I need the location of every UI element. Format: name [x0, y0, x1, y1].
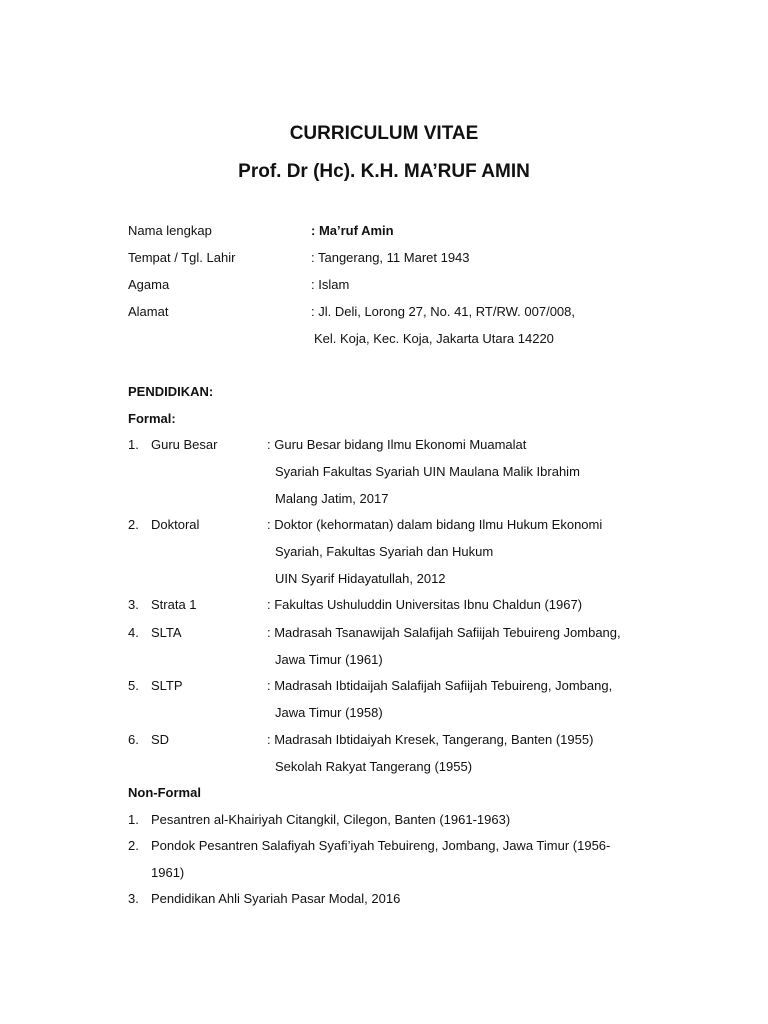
item-number: 4. [128, 625, 139, 640]
identity-label: Alamat [128, 304, 169, 319]
item-detail: Sekolah Rakyat Tangerang (1955) [275, 759, 473, 774]
item-level: Doktoral [151, 517, 200, 532]
person-name: Prof. Dr (Hc). K.H. MA’RUF AMIN [238, 161, 530, 182]
item-number: 2. [128, 838, 139, 853]
item-level: SLTP [151, 678, 183, 693]
item-detail: Pesantren al-Khairiyah Citangkil, Cilegon, Banten (1961-1963) [151, 812, 511, 827]
item-number: 3. [128, 597, 139, 612]
item-detail: : Guru Besar bidang Ilmu Ekonomi Muamalat [267, 437, 527, 452]
item-detail: : Madrasah Ibtidaiyah Kresek, Tangerang, Banten (1955) [267, 732, 594, 747]
item-detail: Pendidikan Ahli Syariah Pasar Modal, 2016 [151, 891, 401, 906]
item-detail: : Madrasah Ibtidaijah Salafijah Safiijah Tebuireng, Jombang, [267, 678, 613, 693]
item-level: Guru Besar [151, 437, 218, 452]
item-detail: 1961) [151, 865, 185, 880]
item-detail: Jawa Timur (1958) [275, 705, 383, 720]
item-number: 6. [128, 732, 139, 747]
item-number: 2. [128, 517, 139, 532]
item-detail: : Madrasah Tsanawijah Salafijah Safiijah Tebuireng Jombang, [267, 625, 621, 640]
identity-value: : Jl. Deli, Lorong 27, No. 41, RT/RW. 007/008, [311, 304, 575, 319]
document-page: CURRICULUM VITAE Prof. Dr (Hc). K.H. MA’RUF AMIN Nama lengkap : Ma’ruf Amin Tempat / Tgl. Lahir : Tangerang, 11 Maret 1943 Agama : Islam Alamat : Jl. Deli, Lorong 27, No. 41, RT/RW. 007/008, Kel. Koja, Kec. Koja, Jakarta Utara 14220 PENDIDIKAN: Formal: 1. Guru Besar : Guru Besar bidang Ilmu Ekonomi Muamalat Syariah Fakultas Syariah UIN Maulana Malik Ibrahim Malang Jatim, 2017 2. Doktoral : Doktor (kehormatan) dalam bidang Ilmu Hukum Ekonomi Syariah, Fakultas Syariah dan Hukum UIN Syarif Hidayatullah, 2012 3. Strata 1 : Fakultas Ushuluddin Universitas Ibnu Chaldun (1967) 4. SLTA : Madrasah Tsanawijah Salafijah Safiijah Tebuireng Jombang, Jawa Timur (1961) 5. SLTP : Madrasah Ibtidaijah Salafijah Safiijah Tebuireng, Jombang, Jawa Timur (1958) 6. SD : Madrasah Ibtidaiyah Kresek, Tangerang, Banten (1955) Sekolah Rakyat Tangerang (1955) Non-Formal 1. Pesantren al-Khairiyah Citangkil, Cilegon, Banten (1961-1963) 2. Pondok Pesantren Salafiyah Syafi’iyah Tebuireng, Jombang, Jawa Timur (1956- 1961) 3. Pendidikan Ahli Syariah Pasar Modal, 2016 [0, 0, 768, 1024]
identity-label: Agama [128, 277, 170, 292]
item-level: SD [151, 732, 170, 747]
identity-label: Nama lengkap [128, 223, 212, 238]
identity-value: : Tangerang, 11 Maret 1943 [311, 250, 470, 265]
item-detail: UIN Syarif Hidayatullah, 2012 [275, 571, 446, 586]
item-detail: Jawa Timur (1961) [275, 652, 383, 667]
item-number: 3. [128, 891, 139, 906]
item-detail: : Fakultas Ushuluddin Universitas Ibnu Chaldun (1967) [267, 597, 583, 612]
item-detail: Syariah Fakultas Syariah UIN Maulana Malik Ibrahim [275, 464, 580, 479]
item-detail: Pondok Pesantren Salafiyah Syafi’iyah Tebuireng, Jombang, Jawa Timur (1956- [151, 838, 611, 853]
identity-value: : Islam [311, 277, 350, 292]
item-level: Strata 1 [151, 597, 197, 612]
item-number: 5. [128, 678, 139, 693]
document-title: CURRICULUM VITAE [289, 123, 479, 144]
item-level: SLTA [151, 625, 182, 640]
item-detail: Malang Jatim, 2017 [275, 491, 389, 506]
item-number: 1. [128, 437, 139, 452]
item-detail: Syariah, Fakultas Syariah dan Hukum [275, 544, 494, 559]
item-number: 1. [128, 812, 139, 827]
item-detail: : Doktor (kehormatan) dalam bidang Ilmu Hukum Ekonomi [267, 517, 603, 532]
identity-value: Kel. Koja, Kec. Koja, Jakarta Utara 14220 [314, 331, 554, 346]
identity-value: : Ma’ruf Amin [311, 223, 394, 238]
identity-label: Tempat / Tgl. Lahir [128, 250, 236, 265]
